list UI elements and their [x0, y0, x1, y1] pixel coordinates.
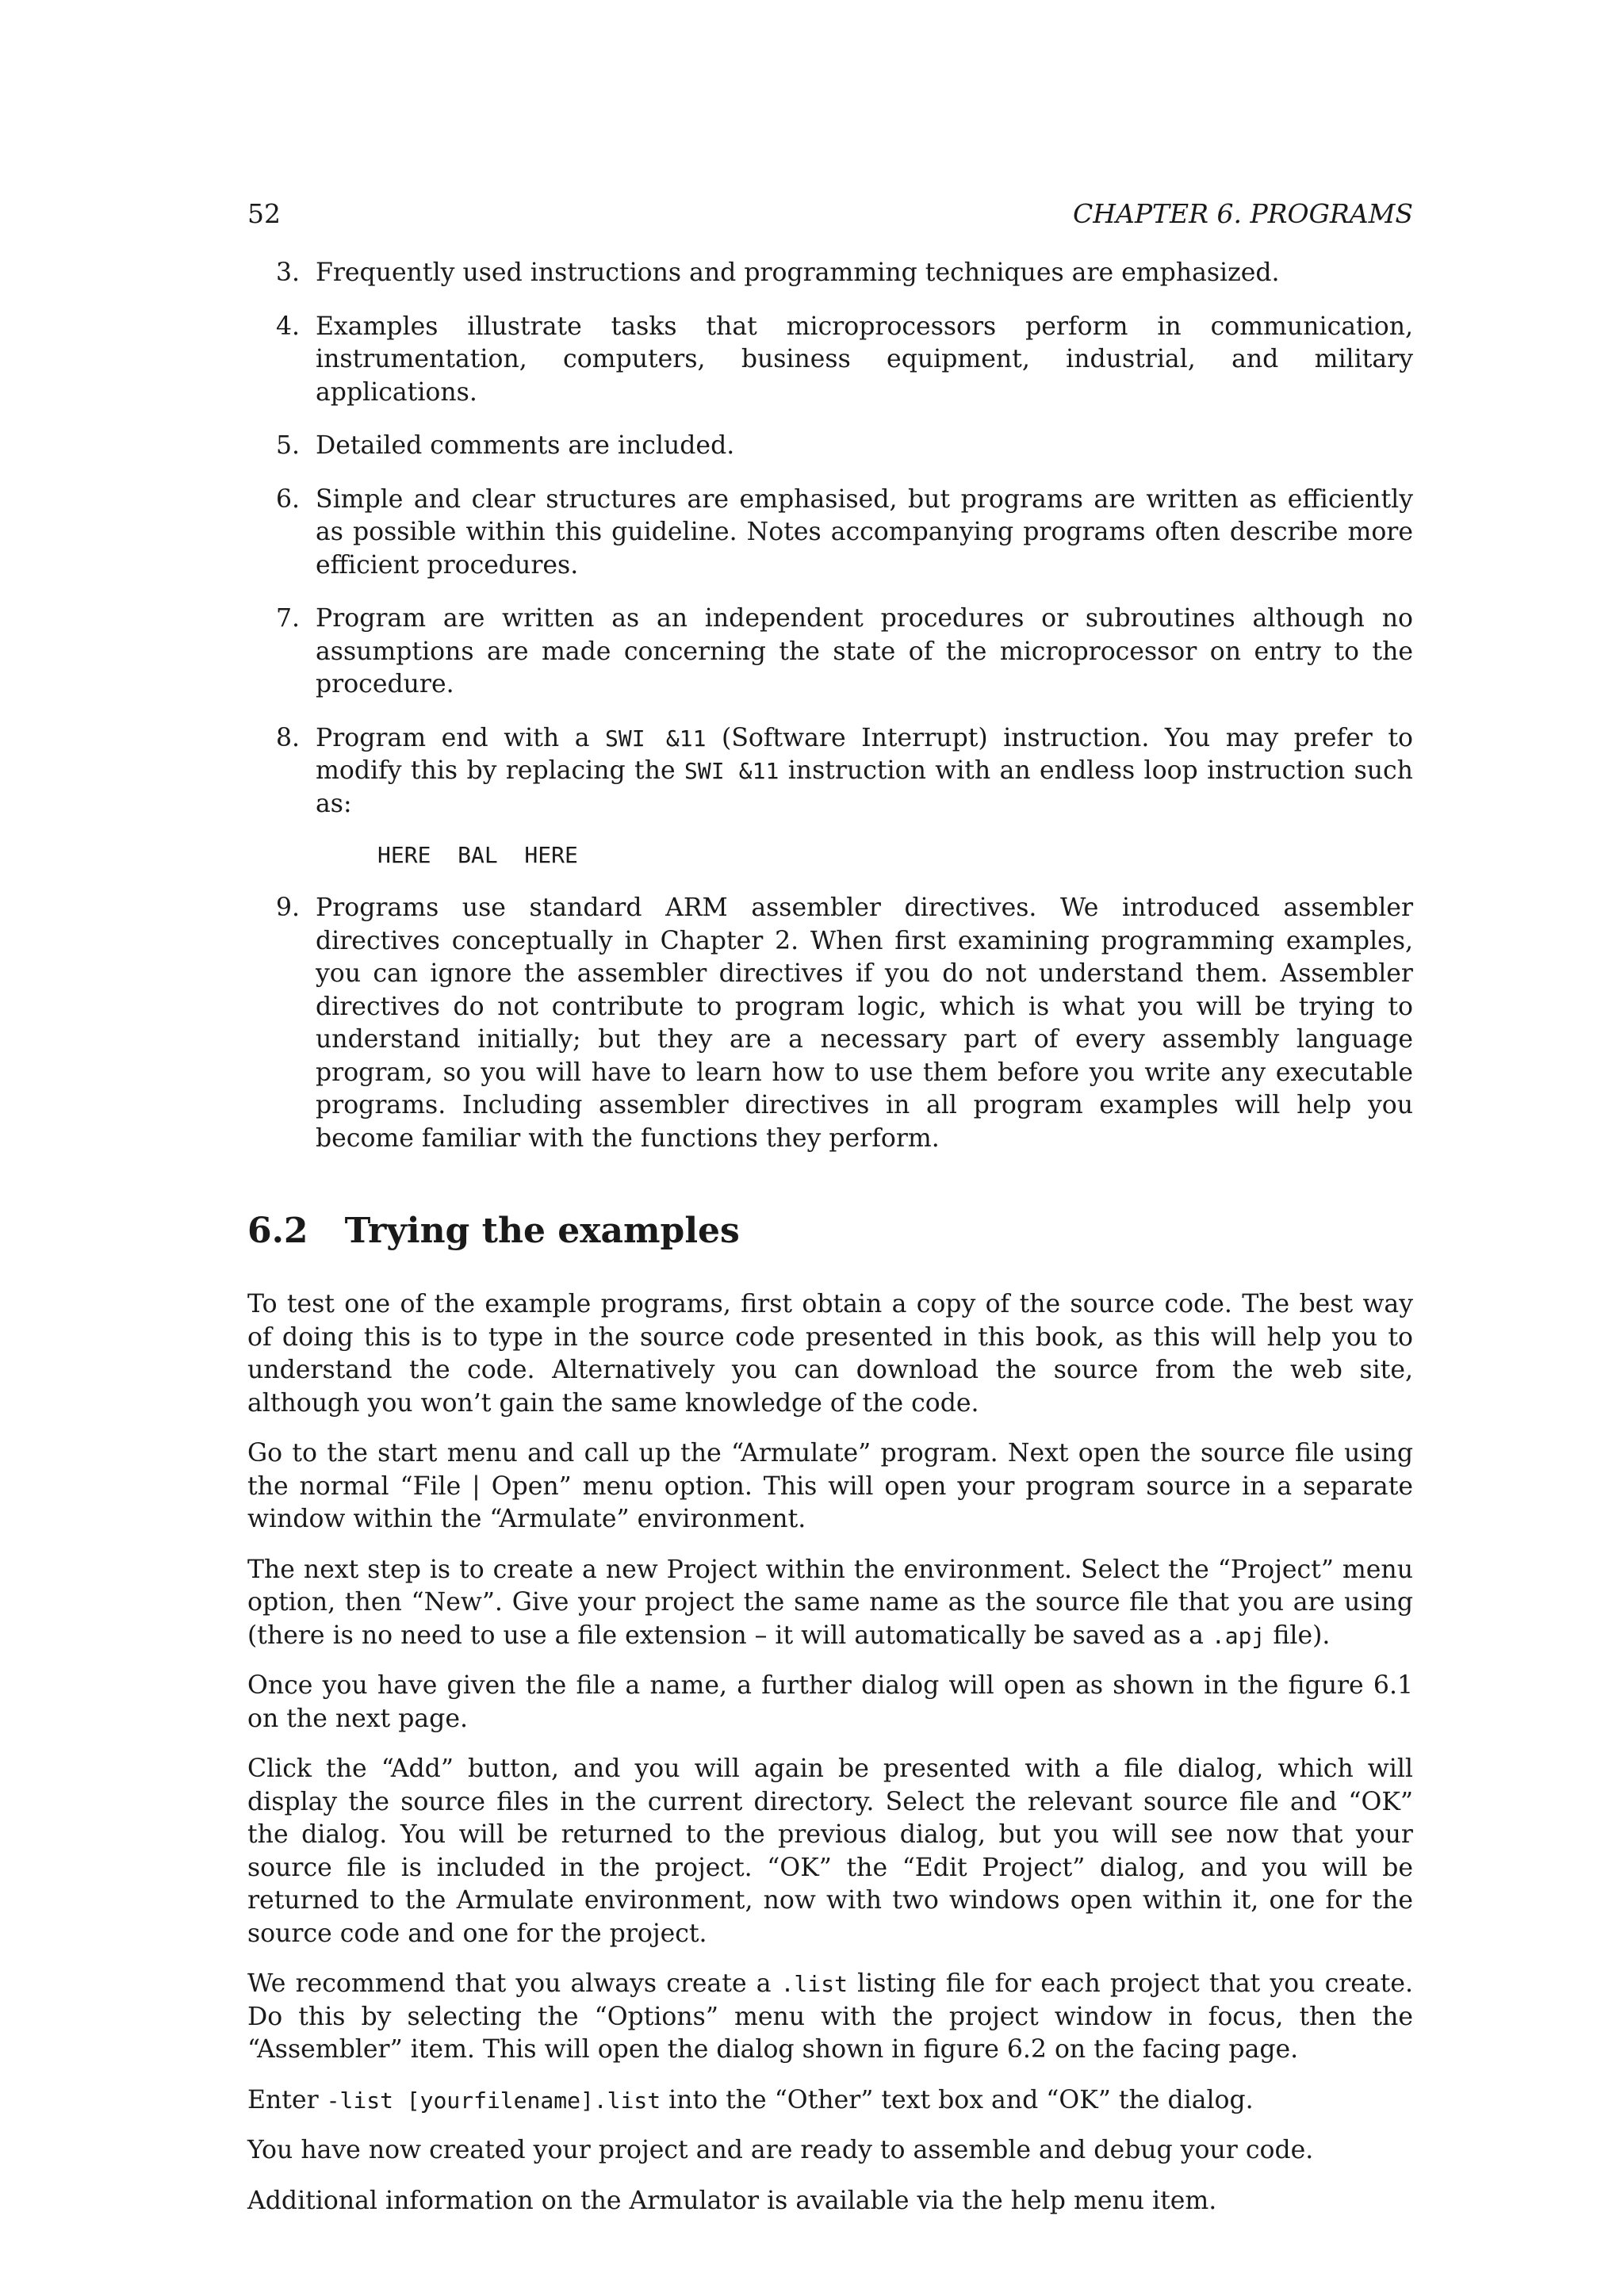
paragraph: You have now created your project and are ready to assemble and debug your code. — [247, 2136, 1314, 2164]
inline-code: SWI &11 — [684, 758, 779, 784]
section-title: Trying the examples — [344, 1211, 740, 1251]
paragraph: To test one of the example programs, first obtain a copy of the source code. The best way of doing this is to type in the source code presented in this book, as this will help you to understand the code. Alternatively you can download the source from the web site, although you won’t gain the same knowledge of the code. — [247, 1290, 1413, 1418]
paragraph: Go to the start menu and call up the “Armulate” program. Next open the source file using the normal “File | Open” menu option. This will open your program source in a separate window within the “Armulate” environment. — [247, 1439, 1413, 1533]
list-item-text: Detailed comments are included. — [316, 431, 735, 460]
list-item-text: (Software Interrupt) instruction. You may prefer to modify this by replacing the — [316, 723, 1414, 785]
paragraph-text: file). — [1265, 1621, 1331, 1650]
list-item-number: 5. — [276, 431, 301, 460]
list-item — [247, 892, 1413, 1155]
paragraph — [247, 1554, 1413, 1653]
list-item — [247, 603, 1413, 702]
list-item-number: 9. — [276, 894, 301, 922]
list-item-number: 7. — [276, 604, 301, 633]
section-heading — [247, 1209, 1413, 1253]
list-item-text: Program end with a — [316, 723, 605, 752]
paragraph-text: The next step is to create a new Project within the environment. Select the “Project” menu option, then “New”. Give your project the same name as the source file that you are using (there is no need to use a file extension – it will automatically be saved as a — [247, 1555, 1413, 1650]
inline-code: .list — [780, 1971, 848, 1997]
list-item-text: Simple and clear structures are emphasised, but programs are written as efficiently as possible within this guideline. Notes accompanying programs often describe more efficient procedures. — [316, 484, 1413, 580]
section-number: 6.2 — [247, 1211, 308, 1251]
list-item-number: 6. — [276, 484, 301, 514]
running-head — [247, 198, 1413, 230]
paragraph-text: Enter — [247, 2085, 327, 2114]
list-item — [247, 484, 1413, 583]
page-number: 52 — [247, 198, 281, 229]
paragraph-text: We recommend that you always create a — [247, 1969, 781, 1998]
code-block: HERE BAL HERE — [377, 842, 578, 868]
list-item-text: Program are written as an independent procedures or subroutines although no assumptions are made concerning the state of the microprocessor on entry to the procedure. — [316, 604, 1413, 698]
inline-code: -list [yourfilename].list — [326, 2087, 661, 2114]
paragraph: Once you have given the file a name, a further dialog will open as shown in the figure 6.1 on the next page. — [247, 1671, 1413, 1733]
list-item-number: 8. — [276, 723, 301, 752]
paragraph — [247, 1968, 1413, 2067]
list-item-number: 4. — [276, 312, 301, 341]
list-item-text: Frequently used instructions and programming techniques are emphasized. — [316, 258, 1280, 287]
numbered-list — [247, 257, 1413, 1155]
page — [247, 198, 1413, 2235]
inline-code: SWI &11 — [605, 725, 707, 752]
list-item-text: Examples illustrate tasks that microprocessors perform in communication, instrumentation, computers, business equipment, industrial, and military applications. — [316, 312, 1413, 407]
list-item — [247, 722, 1413, 872]
paragraph — [247, 2084, 1413, 2118]
inline-code: .apj — [1211, 1622, 1266, 1649]
list-item-text: instruction with an endless loop instruction such as: — [316, 756, 1413, 818]
list-item — [247, 257, 1413, 290]
paragraph-text: listing file for each project that you create. Do this by selecting the “Options” menu with the project window in focus, then the “Assembler” item. This will open the dialog shown in figure 6.2 on the facing page. — [247, 1969, 1413, 2064]
list-item-text: Programs use standard ARM assembler directives. We introduced assembler directives conceptually in Chapter 2. When first examining programming examples, you can ignore the assembler directives if you do not understand them. Assembler directives do not contribute to program logic, which is what you will be trying to understand initially; but they are a necessary part of every assembly language program, so you will have to learn how to use them before you write any executable programs. Including assembler directives in all program examples will help you become familiar with the functions they perform. — [316, 894, 1413, 1153]
list-item — [247, 311, 1413, 410]
chapter-title: CHAPTER 6. PROGRAMS — [1072, 198, 1413, 229]
paragraph-text: into the “Other” text box and “OK” the dialog. — [661, 2085, 1254, 2114]
paragraph: Click the “Add” button, and you will again be presented with a file dialog, which will display the source files in the current directory. Select the relevant source file and “OK” the dialog. You will be returned to the previous dialog, but you will see now that your source file is included in the project. “OK” the “Edit Project” dialog, and you will be returned to the Armulate environment, now with two windows open within it, one for the source code and one for the project. — [247, 1755, 1413, 1948]
paragraph: Additional information on the Armulator is available via the help menu item. — [247, 2186, 1217, 2215]
list-item-number: 3. — [276, 258, 301, 287]
list-item — [247, 430, 1413, 463]
